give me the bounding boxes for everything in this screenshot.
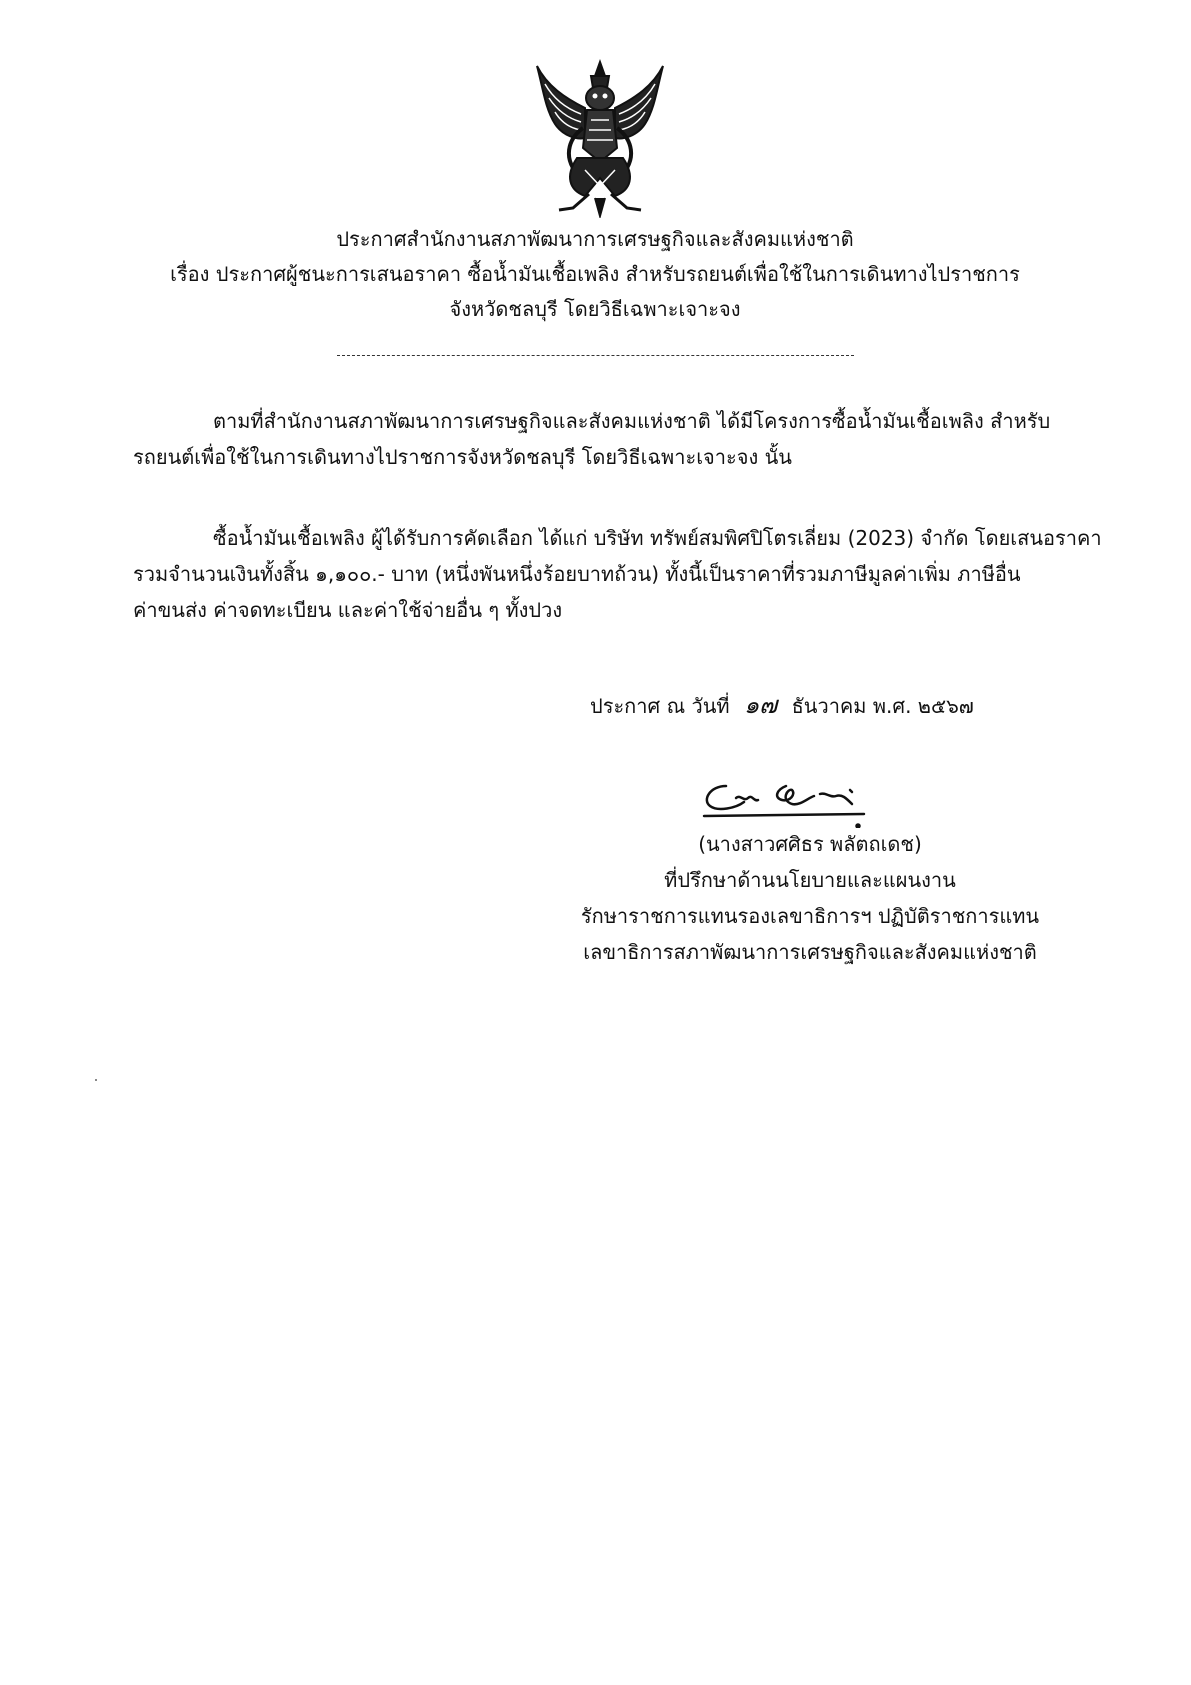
date-prefix: ประกาศ ณ วันที่ bbox=[590, 694, 730, 718]
dashed-divider bbox=[337, 355, 854, 356]
signer-position-3: เลขาธิการสภาพัฒนาการเศรษฐกิจและสังคมแห่งชาติ bbox=[583, 940, 1037, 964]
signer-position-2: รักษาราชการแทนรองเลขาธิการฯ ปฏิบัติราชการแทน bbox=[580, 904, 1040, 928]
paragraph-1-line-1: ตามที่สำนักงานสภาพัฒนาการเศรษฐกิจและสังคมแห่งชาติ ได้มีโครงการซื้อน้ำมันเชื้อเพลิง สำหรับ bbox=[213, 409, 1051, 433]
paragraph-2 bbox=[133, 520, 1102, 628]
scan-speck bbox=[95, 1079, 97, 1081]
garuda-emblem-icon bbox=[525, 58, 675, 218]
signer-position-1: ที่ปรึกษาด้านนโยบายและแผนงาน bbox=[664, 868, 956, 892]
paragraph-1 bbox=[133, 403, 1063, 475]
paragraph-2-line-2: รวมจำนวนเงินทั้งสิ้น ๑,๑๐๐.- บาท (หนึ่งพันหนึ่งร้อยบาทถ้วน) ทั้งนี้เป็นราคาที่รวมภาษีมูลค่าเพิ่ม ภาษีอื่น bbox=[133, 562, 1021, 586]
header-subject: เรื่อง ประกาศผู้ชนะการเสนอราคา ซื้อน้ำมันเชื้อเพลิง สำหรับรถยนต์เพื่อใช้ในการเดินทางไปราชการ bbox=[170, 262, 1020, 286]
handwritten-signature bbox=[696, 768, 896, 828]
paragraph-2-line-3: ค่าขนส่ง ค่าจดทะเบียน และค่าใช้จ่ายอื่น ๆ ทั้งปวง bbox=[133, 598, 563, 622]
announcement-header bbox=[120, 222, 1070, 327]
header-title: ประกาศสำนักงานสภาพัฒนาการเศรษฐกิจและสังคมแห่งชาติ bbox=[336, 227, 854, 251]
paragraph-2-line-1: ซื้อน้ำมันเชื้อเพลิง ผู้ได้รับการคัดเลือก ได้แก่ บริษัท ทรัพย์สมพิศปิโตรเลี่ยม (2023) จำกัด โดยเสนอราคา bbox=[213, 526, 1102, 550]
date-day: ๑๗ bbox=[743, 691, 778, 719]
signer-name: (นางสาวศศิธร พลัตถเดช) bbox=[698, 832, 922, 856]
header-subject-cont: จังหวัดชลบุรี โดยวิธีเฉพาะเจาะจง bbox=[449, 297, 741, 321]
signer-block bbox=[560, 826, 1060, 970]
paragraph-1-line-2: รถยนต์เพื่อใช้ในการเดินทางไปราชการจังหวัดชลบุรี โดยวิธีเฉพาะเจาะจง นั้น bbox=[133, 445, 792, 469]
announcement-date bbox=[590, 687, 974, 724]
date-month-year: ธันวาคม พ.ศ. ๒๕๖๗ bbox=[791, 694, 974, 718]
